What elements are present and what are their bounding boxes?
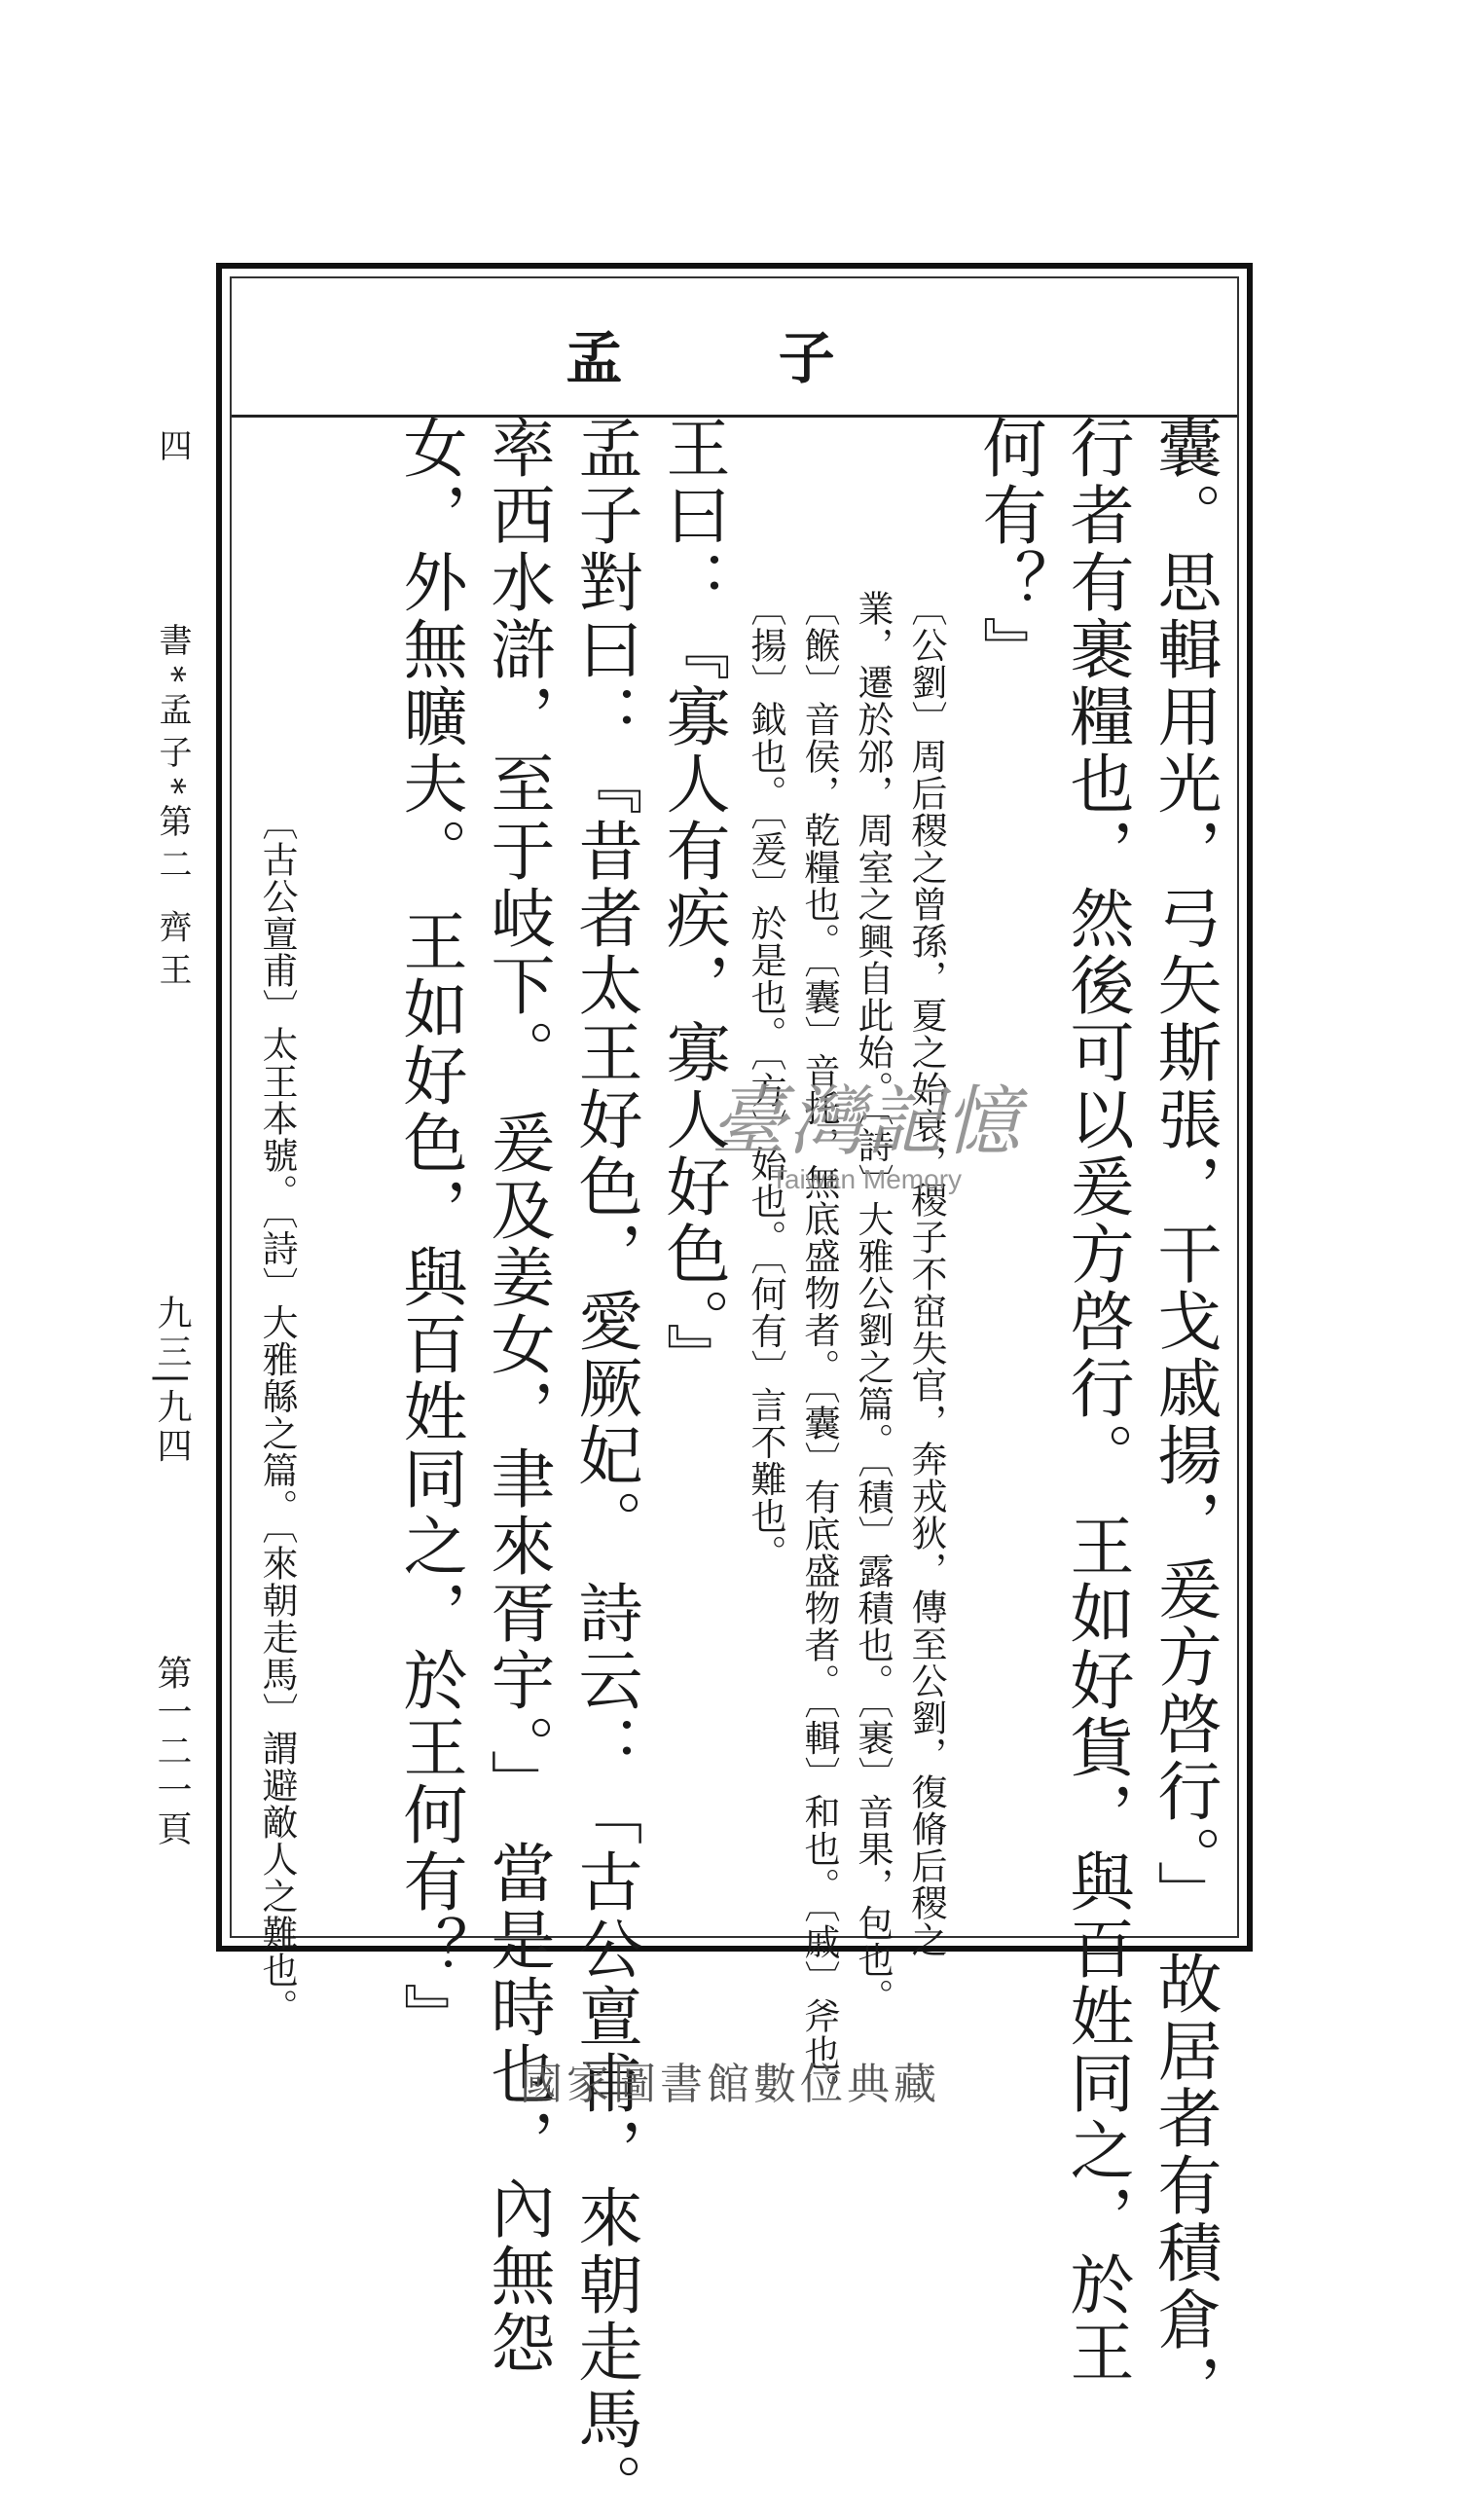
page-title: 孟 子	[566, 325, 903, 391]
watermark	[711, 1061, 1022, 1195]
page-number: 第一二一頁	[152, 1655, 192, 1849]
text-column-5: 孟子對曰：『昔者太王好色，愛厥妃。 詩云：「古公亶甫，來朝走馬。	[567, 415, 642, 2520]
running-head-volume: 四	[153, 428, 192, 471]
running-head-sections: 九三|九四	[152, 1295, 192, 1467]
text-column-1: 囊。思輯用光，弓矢斯張，干戈戚揚，爰方啓行。」 故居者有積倉，	[1147, 415, 1222, 2421]
running-head-title: 書*孟子*第二 齊王	[153, 623, 192, 996]
note-column-3: 〔餱〕音侯，乾糧也。〔囊〕音托，無底盛物者。〔囊〕有底盛物者。〔輯〕和也。〔戚〕斧也。	[798, 590, 840, 2108]
watermark-en: Taiwan Memory	[770, 1164, 963, 1194]
text-column-2: 行者有裹糧也，然後可以爰方啓行。 王如好貨，與百姓同之，於王	[1059, 415, 1134, 2386]
footer-caption: 國家圖書館數位典藏	[520, 2060, 940, 2109]
text-column-6: 率西水滸，至于岐下。 爰及姜女，聿來胥宇。」 當是時也，內無怨	[480, 415, 555, 2377]
header-band	[232, 278, 1237, 418]
text-column-7: 女，外無曠夫。 王如好色，與百姓同之，於王何有？』	[392, 415, 467, 2050]
note-column-1: 〔公劉〕周后稷之曾孫，夏之始衰，稷子不窋失官，奔戎狄，傳至公劉，復脩后稷之	[905, 590, 947, 1958]
note-column-2: 業，遷於邠，周室之興自此始。〔詩〕大雅公劉之篇。〔積〕露積也。〔裹〕音果，包也。	[852, 590, 894, 2016]
note-column-4: 〔揚〕鉞也。〔爰〕於是也。〔方〕始也。〔何有〕言不難也。	[745, 590, 786, 1572]
text-column-4: 王曰：『寡人有疾，寡人好色。』	[655, 415, 730, 1390]
watermark-cn: 臺灣記憶	[711, 1078, 1023, 1166]
note-column-5: 〔古公亶甫〕太王本號。〔詩〕大雅緜之篇。〔來朝走馬〕謂避敵人之難也。	[256, 804, 298, 2026]
text-column-3: 何有？』	[971, 415, 1046, 683]
